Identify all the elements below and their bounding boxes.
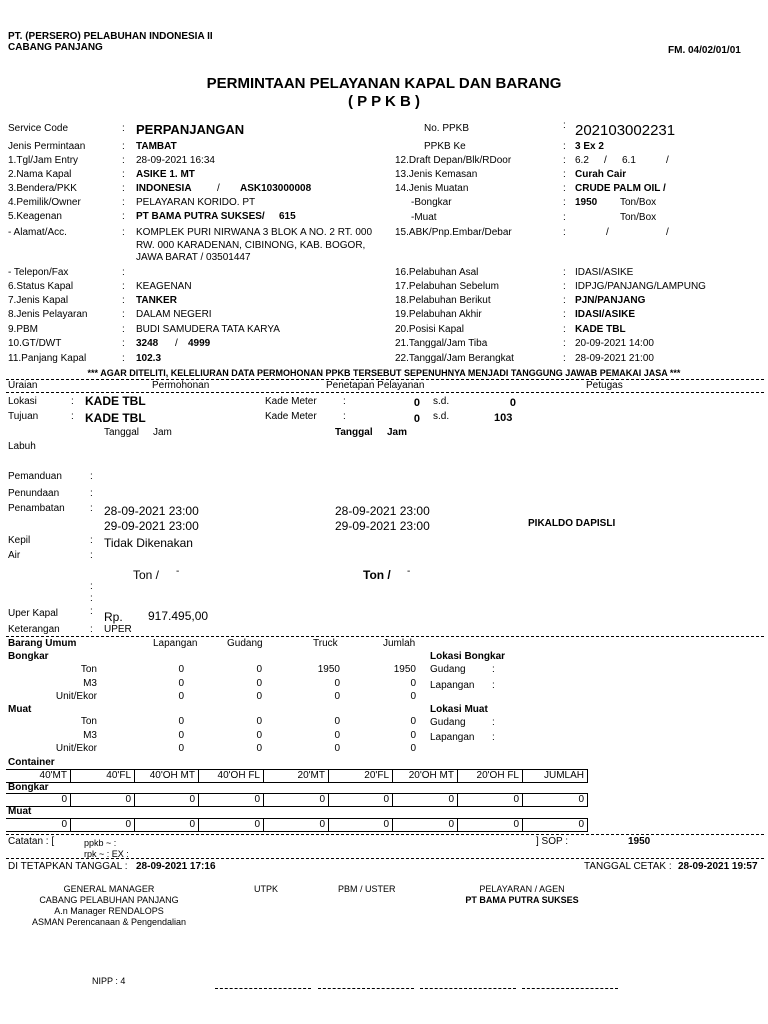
bongkar-unit-jumlah: 0 [410, 691, 416, 702]
colon: : [122, 197, 125, 208]
berangkat-label: 22.Tanggal/Jam Berangkat [395, 353, 514, 364]
container-muat-cell-6: 0 [448, 819, 454, 830]
signature-line [522, 988, 618, 989]
bongkar-ton-lapangan: 0 [178, 664, 184, 675]
ditetapkan-value: 28-09-2021 17:16 [136, 861, 216, 872]
tujuan-value: KADE TBL [85, 411, 146, 425]
unit-label: Ton [80, 664, 97, 675]
bongkar-m3-truck: 0 [334, 678, 340, 689]
draft-separator: / [666, 155, 669, 166]
jenis-kapal-label: 7.Jenis Kapal [8, 295, 69, 306]
colon: : [563, 338, 566, 349]
container-header-4: 20'MT [297, 770, 325, 781]
catatan-label: Catatan : [ [8, 836, 55, 847]
container-bongkar-label: Bongkar [8, 782, 49, 793]
keterangan-label: Keterangan [8, 624, 60, 635]
container-muat-cell-5: 0 [383, 819, 389, 830]
colon: : [122, 169, 125, 180]
abk-label: 15.ABK/Pnp.Embar/Debar [395, 227, 512, 238]
tanggal-label: Tanggal [335, 427, 373, 438]
panjang-label: 11.Panjang Kapal [8, 353, 87, 364]
colon: : [563, 227, 566, 238]
colon: : [563, 212, 566, 223]
container-muat-cell-2: 0 [189, 819, 195, 830]
colon: : [492, 680, 495, 691]
keagenan-code: 615 [279, 211, 296, 222]
muatan-value: CRUDE PALM OIL / [575, 183, 666, 194]
colon: : [492, 732, 495, 743]
posisi-value: KADE TBL [575, 324, 626, 335]
jam-label: Jam [153, 427, 172, 438]
gm-an: A.n Manager RENDALOPS [54, 906, 164, 916]
container-header-3: 40'OH FL [217, 770, 260, 781]
bongkar-m3-gudang: 0 [256, 678, 262, 689]
air-set-dash: - [407, 566, 411, 577]
petugas-name: PIKALDO DAPISLI [528, 518, 616, 529]
container-header-6: 20'OH MT [408, 770, 454, 781]
unit-label: Unit/Ekor [55, 691, 97, 702]
sop-label: ] SOP : [536, 836, 569, 847]
container-header-7: 20'OH FL [476, 770, 519, 781]
asal-label: 16.Pelabuhan Asal [395, 267, 479, 278]
penambatan-request-end: 29-09-2021 23:00 [104, 519, 199, 533]
pemilik-value: PELAYARAN KORIDO. PT [136, 197, 256, 208]
muat-m3-gudang: 0 [256, 730, 262, 741]
kepil-label: Kepil [8, 535, 31, 546]
colon: : [492, 664, 495, 675]
col-truck: Truck [313, 638, 338, 649]
col-gudang: Gudang [227, 638, 263, 649]
tujuan-meter-to: 103 [494, 412, 513, 424]
container-cell-border [587, 818, 588, 831]
berikut-label: 18.Pelabuhan Berikut [395, 295, 491, 306]
container-bongkar-cell-1: 0 [125, 794, 131, 805]
colon: : [563, 295, 566, 306]
ppkb-ref: ppkb ~ : [84, 838, 117, 848]
dwt-value: 4999 [188, 338, 211, 349]
branch-name: CABANG PANJANG [8, 42, 103, 53]
muat-ton-truck: 0 [334, 716, 340, 727]
jenis-kapal-value: TANKER [136, 295, 177, 306]
container-header-8: JUMLAH [543, 770, 584, 781]
pkk-value: ASK103000008 [240, 183, 312, 194]
colon: : [90, 550, 93, 561]
signature-line [215, 988, 311, 989]
divider [6, 636, 764, 637]
divider [6, 858, 764, 859]
muat-unit-jumlah: 0 [410, 743, 416, 754]
bongkar-m3-lapangan: 0 [178, 678, 184, 689]
cetak-value: 28-09-2021 19:57 [678, 861, 758, 872]
container-bongkar-cell-4: 0 [319, 794, 325, 805]
permohonan-header: Permohonan [152, 380, 210, 391]
draft-depan: 6.2 [575, 155, 589, 166]
cetak-label: TANGGAL CETAK : [584, 861, 672, 872]
muat-label: -Muat [411, 212, 437, 223]
muat-unit: Ton/Box [620, 212, 657, 223]
bongkar-section-label: Bongkar [8, 651, 49, 662]
muat-m3-jumlah: 0 [410, 730, 416, 741]
colon: : [122, 324, 125, 335]
divider [6, 834, 764, 835]
air-label: Air [8, 550, 21, 561]
colon: : [122, 309, 125, 320]
colon: : [90, 488, 93, 499]
colon: : [563, 309, 566, 320]
gm-title: GENERAL MANAGER [63, 884, 155, 894]
kade-meter-label: Kade Meter [265, 396, 317, 407]
tiba-label: 21.Tanggal/Jam Tiba [395, 338, 488, 349]
tiba-value: 20-09-2021 14:00 [575, 338, 654, 349]
tujuan-label: Tujuan [8, 411, 39, 422]
sop-value: 1950 [628, 836, 651, 847]
container-bongkar-cell-7: 0 [513, 794, 519, 805]
air-request-ton: Ton / [133, 568, 160, 582]
container-header-0: 40'MT [39, 770, 67, 781]
no-ppkb-value: 202103002231 [575, 122, 676, 139]
alamat-line-2: RW. 000 KARADENAN, CIBINONG, KAB. BOGOR, [136, 240, 366, 251]
container-bongkar-cell-5: 0 [383, 794, 389, 805]
muat-section-label: Muat [8, 704, 32, 715]
container-bongkar-cell-2: 0 [189, 794, 195, 805]
barang-umum-title: Barang Umum [8, 638, 77, 649]
muat-unit-truck: 0 [334, 743, 340, 754]
col-lapangan: Lapangan [153, 638, 198, 649]
bongkar-m3-jumlah: 0 [410, 678, 416, 689]
kemasan-value: Curah Cair [575, 169, 627, 180]
lokasi-value: KADE TBL [85, 394, 146, 408]
colon: : [343, 411, 346, 422]
colon: : [71, 411, 74, 422]
colon: : [563, 324, 566, 335]
bendera-label: 3.Bendera/PKK [8, 183, 77, 194]
bendera-value: INDONESIA [136, 183, 192, 194]
colon: : [122, 227, 125, 238]
form-number: FM. 04/02/01/01 [668, 45, 741, 56]
kepil-value: Tidak Dikenakan [104, 536, 193, 550]
lokasi-meter-from: 0 [413, 397, 420, 409]
bongkar-label: -Bongkar [411, 197, 452, 208]
jenis-pelayaran-value: DALAM NEGERI [136, 309, 212, 320]
muat-m3-lapangan: 0 [178, 730, 184, 741]
company-name: PT. (PERSERO) PELABUHAN INDONESIA II [8, 31, 213, 42]
asal-value: IDASI/ASIKE [575, 267, 634, 278]
lokasi-meter-to: 0 [509, 397, 516, 409]
tanggal-label: Tanggal [104, 427, 140, 438]
colon: : [563, 141, 566, 152]
colon: : [563, 155, 566, 166]
muat-ton-lapangan: 0 [178, 716, 184, 727]
colon: : [90, 471, 93, 482]
container-muat-label: Muat [8, 806, 32, 817]
sebelum-value: IDPJG/PANJANG/LAMPUNG [575, 281, 706, 292]
colon: : [563, 120, 566, 131]
container-muat-cell-8: 0 [578, 819, 584, 830]
berikut-value: PJN/PANJANG [575, 295, 646, 306]
col-jumlah: Jumlah [383, 638, 416, 649]
kade-meter-label: Kade Meter [265, 411, 317, 422]
container-rule [6, 831, 588, 832]
colon: : [122, 141, 125, 152]
posisi-label: 20.Posisi Kapal [395, 324, 464, 335]
muat-unit-gudang: 0 [256, 743, 262, 754]
jenis-permintaan-label: Jenis Permintaan [8, 141, 86, 152]
container-bongkar-cell-0: 0 [61, 794, 67, 805]
lapangan-label: Lapangan [430, 680, 475, 691]
jenis-pelayaran-label: 8.Jenis Pelayaran [8, 309, 88, 320]
air-request-dash: - [176, 566, 180, 577]
colon: : [122, 183, 125, 194]
container-cell-border [587, 793, 588, 806]
gm-branch: CABANG PELABUHAN PANJANG [39, 895, 179, 905]
lokasi-bongkar-label: Lokasi Bongkar [430, 651, 506, 662]
abk-separator: / [666, 227, 669, 238]
nipp-label: NIPP : 4 [92, 976, 126, 986]
container-muat-cell-3: 0 [254, 819, 260, 830]
jenis-permintaan-value: TAMBAT [136, 141, 177, 152]
service-code-value: PERPANJANGAN [136, 122, 245, 137]
colon: : [122, 338, 125, 349]
container-cell-border [587, 769, 588, 782]
ppkb-ke-label: PPKB Ke [424, 141, 466, 152]
rpk-ref: rpk ~ : EX : [84, 849, 129, 859]
labuh-label: Labuh [8, 441, 36, 452]
agen-title: PELAYARAN / AGEN [479, 884, 565, 894]
colon: : [563, 197, 566, 208]
colon: : [563, 183, 566, 194]
colon: : [343, 396, 346, 407]
penundaan-label: Penundaan [8, 488, 60, 499]
muatan-label: 14.Jenis Muatan [395, 183, 469, 194]
draft-label: 12.Draft Depan/Blk/RDoor [395, 155, 512, 166]
akhir-value: IDASI/ASIKE [575, 309, 636, 320]
akhir-label: 19.Pelabuhan Akhir [395, 309, 482, 320]
bongkar-unit-gudang: 0 [256, 691, 262, 702]
agen-name: PT BAMA PUTRA SUKSES [465, 895, 579, 905]
colon: : [122, 353, 125, 364]
colon: : [563, 281, 566, 292]
muat-ton-gudang: 0 [256, 716, 262, 727]
sd-label: s.d. [433, 396, 450, 407]
container-title: Container [8, 757, 55, 768]
gudang-label: Gudang [430, 717, 466, 728]
colon: : [122, 211, 125, 222]
no-ppkb-label: No. PPKB [424, 123, 470, 134]
signature-line [318, 988, 414, 989]
kemasan-label: 13.Jenis Kemasan [395, 169, 478, 180]
colon: : [90, 593, 93, 604]
document-title: PERMINTAAN PELAYANAN KAPAL DAN BARANG [206, 75, 562, 92]
penambatan-label: Penambatan [8, 503, 65, 514]
bongkar-unit: Ton/Box [620, 197, 657, 208]
bongkar-ton-gudang: 0 [256, 664, 262, 675]
colon: : [71, 396, 74, 407]
container-header-5: 20'FL [364, 770, 389, 781]
draft-belakang: 6.1 [622, 155, 636, 166]
pbm-label: 9.PBM [8, 324, 39, 335]
bongkar-unit-lapangan: 0 [178, 691, 184, 702]
uper-value: 917.495,00 [148, 609, 209, 623]
status-kapal-label: 6.Status Kapal [8, 281, 74, 292]
unit-label: M3 [83, 678, 97, 689]
signature-line [420, 988, 516, 989]
abk-separator: / [606, 227, 609, 238]
colon: : [90, 581, 93, 592]
container-bongkar-cell-8: 0 [578, 794, 584, 805]
uper-label: Uper Kapal [8, 608, 59, 619]
colon: : [563, 169, 566, 180]
nama-kapal-label: 2.Nama Kapal [8, 169, 72, 180]
alamat-label: - Alamat/Acc. [8, 227, 67, 238]
container-muat-cell-1: 0 [125, 819, 131, 830]
telepon-label: - Telepon/Fax [8, 267, 69, 278]
container-muat-cell-7: 0 [513, 819, 519, 830]
pemilik-label: 4.Pemilik/Owner [8, 197, 81, 208]
bongkar-ton-truck: 1950 [317, 664, 340, 675]
colon: : [122, 267, 125, 278]
gudang-label: Gudang [430, 664, 466, 675]
colon: : [90, 503, 93, 514]
tgl-entry-label: 1.Tgl/Jam Entry [8, 155, 79, 166]
uraian-header: Uraian [8, 380, 38, 391]
divider [6, 392, 764, 393]
bendera-separator: / [217, 183, 220, 194]
colon: : [122, 295, 125, 306]
container-bongkar-cell-6: 0 [448, 794, 454, 805]
air-set-ton: Ton / [363, 568, 391, 582]
container-muat-cell-0: 0 [61, 819, 67, 830]
tgl-entry-value: 28-09-2021 16:34 [136, 155, 215, 166]
colon: : [122, 123, 125, 134]
unit-label: M3 [83, 730, 97, 741]
alamat-line-3: JAWA BARAT / 03501447 [136, 252, 251, 263]
muat-m3-truck: 0 [334, 730, 340, 741]
keagenan-value: PT BAMA PUTRA SUKSES/ [136, 211, 265, 222]
penetapan-header: Penetapan Pelayanan [326, 380, 425, 391]
container-muat-cell-4: 0 [319, 819, 325, 830]
panjang-value: 102.3 [136, 353, 162, 364]
lapangan-label: Lapangan [430, 732, 475, 743]
unit-label: Ton [80, 716, 97, 727]
container-header-1: 40'FL [106, 770, 131, 781]
penambatan-set-start: 28-09-2021 23:00 [335, 504, 430, 518]
colon: : [492, 717, 495, 728]
penambatan-request-start: 28-09-2021 23:00 [104, 504, 199, 518]
lokasi-muat-label: Lokasi Muat [430, 704, 488, 715]
container-rule [6, 806, 588, 807]
colon: : [563, 353, 566, 364]
pemanduan-label: Pemanduan [8, 471, 62, 482]
utpk-title: UTPK [254, 884, 279, 894]
colon: : [90, 624, 93, 635]
keagenan-label: 5.Keagenan [8, 211, 62, 222]
pbm-value: BUDI SAMUDERA TATA KARYA [136, 324, 280, 335]
draft-separator: / [604, 155, 607, 166]
colon: : [90, 606, 93, 617]
tujuan-meter-from: 0 [413, 413, 420, 425]
muat-ton-jumlah: 0 [410, 716, 416, 727]
container-header-2: 40'OH MT [149, 770, 195, 781]
alamat-line-1: KOMPLEK PURI NIRWANA 3 BLOK A NO. 2 RT. 000 [136, 227, 373, 238]
petugas-header: Petugas [586, 380, 623, 391]
colon: : [563, 267, 566, 278]
gm-asman: ASMAN Perencanaan & Pengendalian [31, 917, 187, 927]
container-bongkar-cell-3: 0 [254, 794, 260, 805]
sebelum-label: 17.Pelabuhan Sebelum [395, 281, 499, 292]
keterangan-value: UPER [104, 624, 132, 635]
berangkat-value: 28-09-2021 21:00 [575, 353, 654, 364]
uper-currency: Rp. [104, 610, 123, 624]
bongkar-value: 1950 [575, 197, 598, 208]
lokasi-label: Lokasi [8, 396, 37, 407]
gt-label: 10.GT/DWT [8, 338, 62, 349]
colon: : [122, 155, 125, 166]
notice-text: *** AGAR DITELITI, KELELIURAN DATA PERMOHONAN PPKB TERSEBUT SEPENUHNYA MENJADI TANGGUNG JAWAB PEMAKAI JASA *** [87, 368, 681, 378]
sd-label: s.d. [433, 411, 450, 422]
jam-label: Jam [387, 427, 408, 438]
colon: : [90, 535, 93, 546]
bongkar-ton-jumlah: 1950 [393, 664, 416, 675]
nama-kapal-value: ASIKE 1. MT [136, 169, 195, 180]
ppkb-ke-value: 3 Ex 2 [575, 141, 604, 152]
service-code-label: Service Code [8, 123, 69, 134]
gt-separator: / [175, 338, 178, 349]
ditetapkan-label: DI TETAPKAN TANGGAL : [8, 861, 128, 872]
pbm-title: PBM / USTER [338, 884, 396, 894]
gt-value: 3248 [136, 338, 159, 349]
colon: : [122, 281, 125, 292]
container-rule [6, 782, 588, 783]
bongkar-unit-truck: 0 [334, 691, 340, 702]
penambatan-set-end: 29-09-2021 23:00 [335, 519, 430, 533]
status-kapal-value: KEAGENAN [136, 281, 192, 292]
muat-unit-lapangan: 0 [178, 743, 184, 754]
unit-label: Unit/Ekor [55, 743, 97, 754]
document-subtitle: ( P P K B ) [348, 93, 420, 110]
